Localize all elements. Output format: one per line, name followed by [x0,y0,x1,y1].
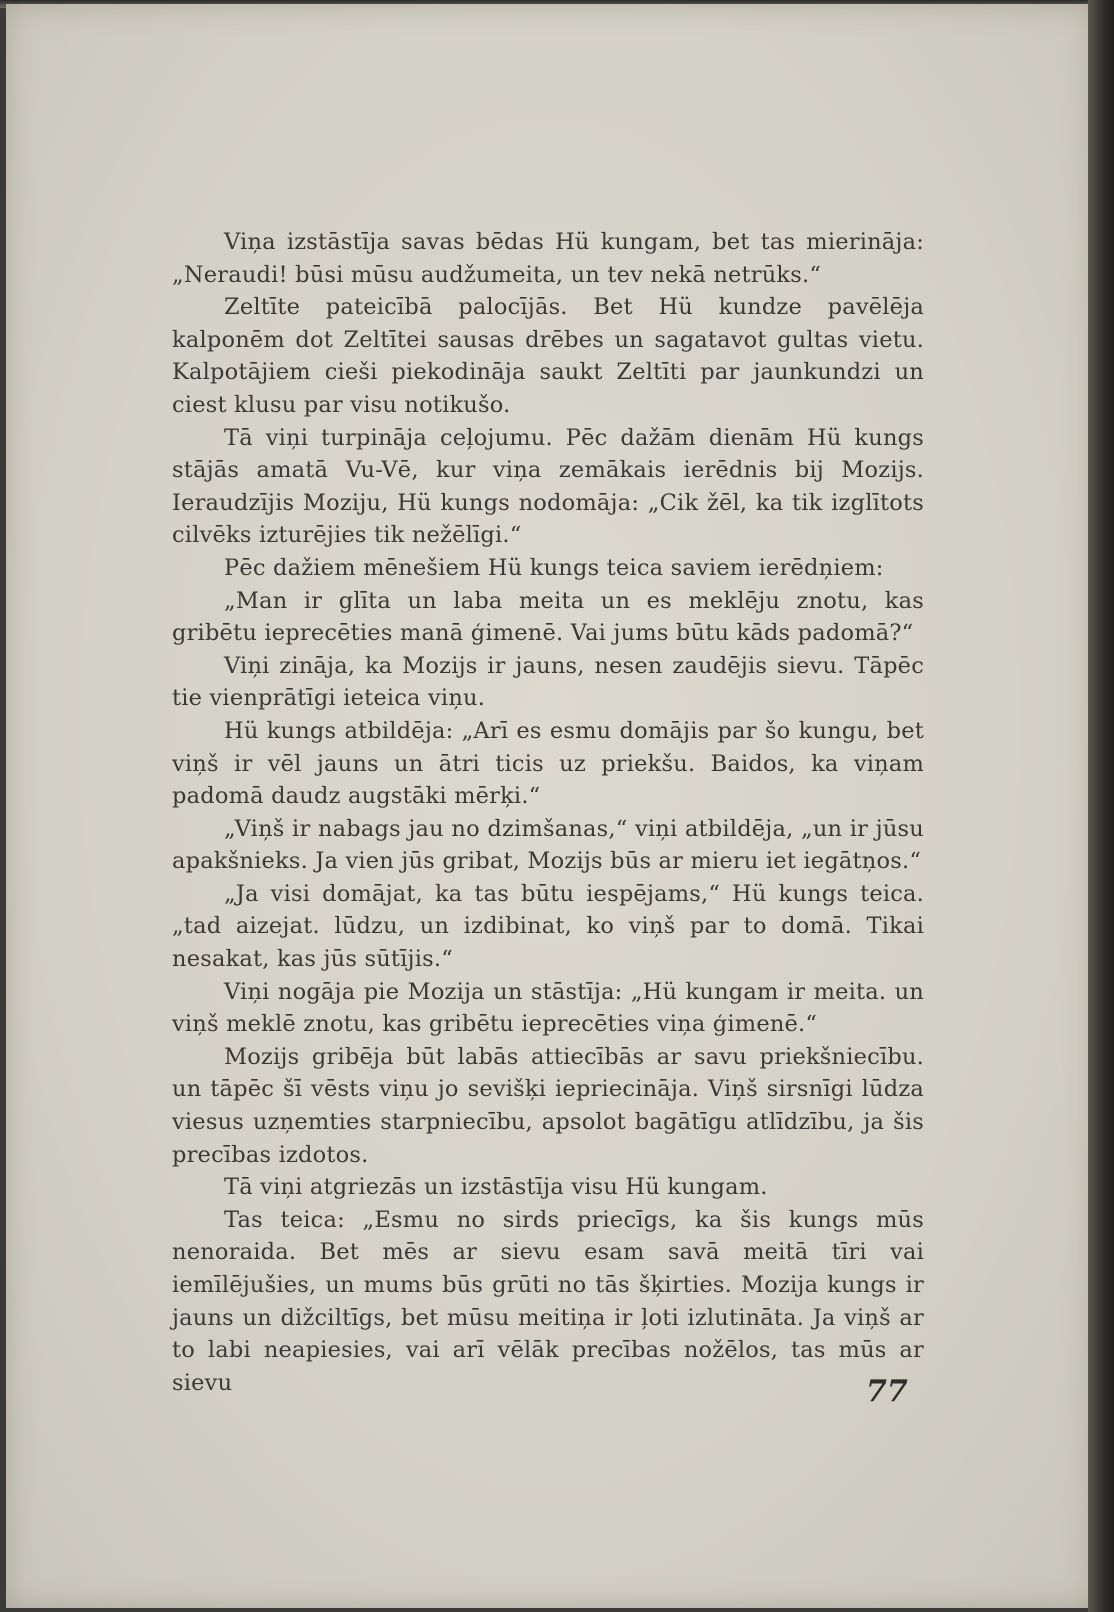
paragraph-6: Viņi zināja, ka Mozijs ir jauns, nesen zaudējis sievu. Tāpēc tie vienprātīgi ieteica viņu. [172,652,924,712]
paragraph-13: Tas teica: „Esmu no sirds priecīgs, ka šis kungs mūs nenoraida. Bet mēs ar sievu esam savā meitā tīri vai iemīlējušies, un mums būs grūti no tās šķirties. Mozija kungs ir jauns un dižciltīgs, bet mūsu meitiņa ir ļoti izlutināta. Ja viņš ar to labi neapiesies, vai arī vēlāk precības nožēlos, tas mūs ar sievu [172,1206,924,1396]
paragraph-8: „Viņš ir nabags jau no dzimšanas,“ viņi atbildēja, „un ir jūsu apakšnieks. Ja vien jūs gribat, Mozijs būs ar mieru iet iegātņos.“ [172,815,924,875]
page-number: 77 [866,1374,908,1409]
paragraph-4: Pēc dažiem mēnešiem Hü kungs teica saviem ierēdņiem: [224,554,884,581]
paragraph-2: Zeltīte pateicībā palocījās. Bet Hü kundze pavēlēja kalponēm dot Zeltītei sausas drēbes un sagatavot gultas vietu. Kalpotājiem cieši piekodināja saukt Zeltīti par jaunkundzi un ciest klusu par visu notikušo. [172,294,924,418]
paragraph-3: Tā viņi turpināja ceļojumu. Pēc dažām dienām Hü kungs stājās amatā Vu-Vē, kur viņa zemākais ierēdnis bij Mozijs. Ieraudzījis Moziju, Hü kungs nodomāja: „Cik žēl, ka tik izglītots cilvēks izturējies tik nežēlīgi.“ [172,424,924,549]
paragraph-7: Hü kungs atbildēja: „Arī es esmu domājis par šo kungu, bet viņš ir vēl jauns un ātri ticis uz priekšu. Baidos, ka viņam padomā daudz augstāki mērķi.“ [172,717,924,810]
paragraph-10: Viņi nogāja pie Mozija un stāstīja: „Hü kungam ir meita. un viņš meklē znotu, kas gribētu ieprecēties viņa ģimenē.“ [172,978,924,1038]
paragraph-1: Viņa izstāstīja savas bēdas Hü kungam, bet tas mierināja: „Neraudi! būsi mūsu audžumeita, un tev nekā netrūks.“ [172,229,924,288]
book-spine-edge [1088,0,1114,1612]
body-text [172,226,924,1399]
paragraph-12: Tā viņi atgriezās un izstāstīja visu Hü kungam. [224,1174,768,1201]
paragraph-5: „Man ir glīta un laba meita un es meklēju znotu, kas gribētu ieprecēties manā ģimenē. Vai jums būtu kāds padomā?“ [172,587,924,647]
paragraph-11: Mozijs gribēja būt labās attiecībās ar savu priekšniecību. un tāpēc šī vēsts viņu jo sevišķi iepriecināja. Viņš sirsnīgi lūdza viesus uzņemties starpniecību, apsolot bagātīgu atlīdzību, ja šis precības izdotos. [172,1043,924,1168]
book-page [6,4,1094,1608]
paragraph-9: „Ja visi domājat, ka tas būtu iespējams,“ Hü kungs teica. „tad aizejat. lūdzu, un izdibinat, ko viņš par to domā. Tikai nesakat, kas jūs sūtījis.“ [172,880,924,973]
